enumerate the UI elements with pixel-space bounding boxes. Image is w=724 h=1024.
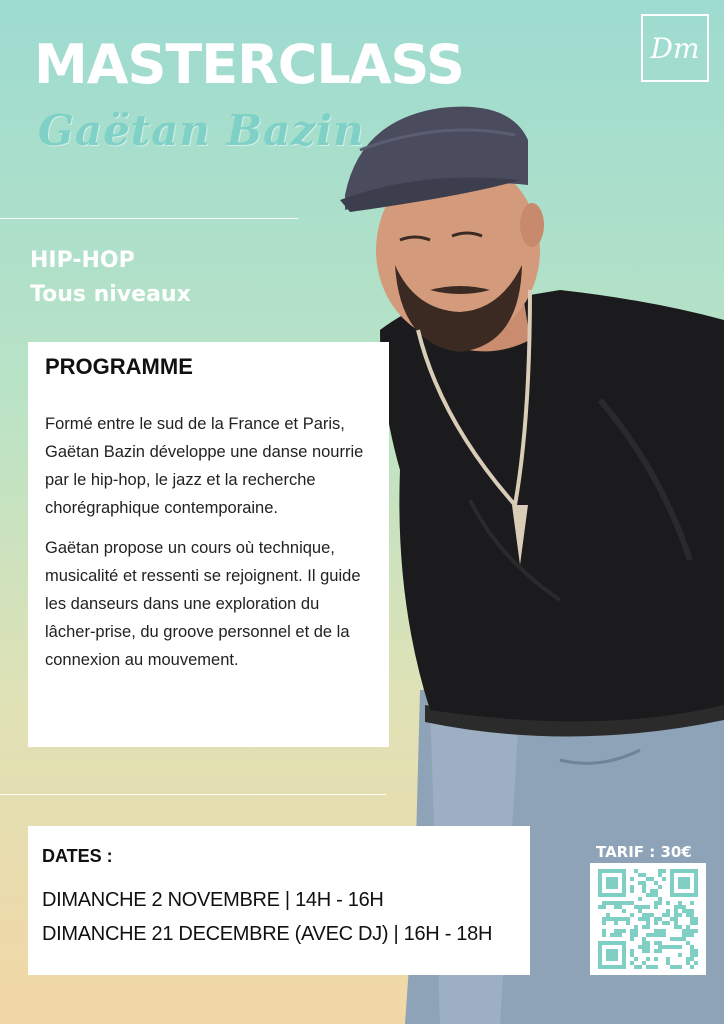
qr-module [630,949,634,953]
qr-module [606,949,610,953]
qr-module [642,873,646,877]
qr-module [674,869,678,873]
qr-module [618,901,622,905]
qr-module [650,933,654,937]
qr-module [678,881,682,885]
qr-module [686,881,690,885]
divider-top [0,218,298,219]
qr-module [690,909,694,913]
qr-module [678,877,682,881]
qr-module [662,945,666,949]
qr-module [622,881,626,885]
qr-module [606,877,610,881]
qr-module [614,893,618,897]
qr-module [658,929,662,933]
qr-module [694,893,698,897]
qr-module [674,905,678,909]
qr-module [614,877,618,881]
qr-module [658,941,662,945]
qr-module [670,965,674,969]
qr-module [690,949,694,953]
date-line: DIMANCHE 2 NOVEMBRE | 14H - 16H [42,889,384,911]
qr-module [654,917,658,921]
qr-module [642,881,646,885]
qr-module [694,877,698,881]
qr-module [658,945,662,949]
qr-module [610,949,614,953]
price-label: TARIF : 30€ [596,843,692,861]
qr-module [638,873,642,877]
qr-module [614,905,618,909]
qr-module [654,901,658,905]
qr-module [686,941,690,945]
qr-module [690,957,694,961]
qr-module [622,917,626,921]
qr-module [658,873,662,877]
qr-module [682,885,686,889]
qr-module [598,965,602,969]
qr-module [678,925,682,929]
qr-module [650,877,654,881]
qr-module [618,941,622,945]
qr-module [622,893,626,897]
qr-module [654,941,658,945]
qr-module [686,957,690,961]
qr-module [598,869,602,873]
qr-module [670,873,674,877]
qr-module [686,869,690,873]
qr-module [610,917,614,921]
qr-module [690,953,694,957]
qr-module [686,925,690,929]
qr-module [630,889,634,893]
qr-module [678,965,682,969]
qr-module [650,889,654,893]
qr-module [598,949,602,953]
qr-module [638,917,642,921]
qr-module [610,877,614,881]
qr-module [686,929,690,933]
qr-module [654,957,658,961]
qr-module [626,901,630,905]
qr-code-icon[interactable] [596,869,700,969]
qr-module [638,905,642,909]
qr-module [638,965,642,969]
qr-module [654,933,658,937]
qr-module [606,885,610,889]
qr-module [670,893,674,897]
qr-module [598,885,602,889]
qr-module [666,961,670,965]
qr-module [670,889,674,893]
qr-module [650,965,654,969]
qr-module [658,869,662,873]
qr-module [622,953,626,957]
qr-module [638,909,642,913]
qr-module [646,945,650,949]
qr-module [622,885,626,889]
qr-module [662,869,666,873]
dates-box [28,826,530,975]
qr-module [614,901,618,905]
qr-module [610,901,614,905]
qr-module [678,953,682,957]
qr-module [598,889,602,893]
qr-module [614,869,618,873]
qr-module [610,933,614,937]
qr-module [686,885,690,889]
qr-module [634,905,638,909]
qr-module [654,921,658,925]
programme-paragraph: Gaëtan propose un cours où technique, musicalité et ressenti se rejoignent. Il guide les danseurs dans une exploration du lâcher-prise, du groove personnel et de la connexion au mouvement. [45,539,361,669]
qr-module [694,873,698,877]
qr-module [690,921,694,925]
dm-logo: Dm [641,14,709,82]
qr-module [654,929,658,933]
qr-module [650,913,654,917]
qr-module [694,961,698,965]
qr-module [646,949,650,953]
qr-module [614,957,618,961]
qr-module [682,909,686,913]
qr-module [622,929,626,933]
qr-module [694,889,698,893]
qr-module [682,893,686,897]
date-line: DIMANCHE 21 DECEMBRE (AVEC DJ) | 16H - 18H [42,923,493,945]
qr-module [646,905,650,909]
dates-heading: DATES : [42,846,113,866]
qr-module [638,881,642,885]
qr-module [622,873,626,877]
qr-module [642,961,646,965]
qr-module [642,917,646,921]
qr-module [654,881,658,885]
qr-module [634,869,638,873]
qr-module [670,937,674,941]
qr-module [630,953,634,957]
qr-module [630,929,634,933]
poster-title: MASTERCLASS [34,33,464,96]
qr-module [622,941,626,945]
qr-module [642,905,646,909]
qr-module [618,933,622,937]
qr-module [622,961,626,965]
qr-module [642,937,646,941]
qr-module [606,893,610,897]
qr-module [630,885,634,889]
qr-module [614,941,618,945]
qr-module [682,937,686,941]
qr-module [606,881,610,885]
qr-module [694,869,698,873]
qr-module [686,913,690,917]
qr-module [694,921,698,925]
qr-module [626,917,630,921]
qr-module [622,965,626,969]
qr-module [634,933,638,937]
qr-module [694,949,698,953]
qr-module [682,869,686,873]
qr-module [642,949,646,953]
qr-module [690,893,694,897]
qr-module [674,893,678,897]
qr-module [602,901,606,905]
qr-module [646,893,650,897]
qr-module [670,885,674,889]
qr-module [682,877,686,881]
qr-module [634,957,638,961]
qr-module [614,921,618,925]
qr-module [598,953,602,957]
qr-module [638,945,642,949]
qr-module [598,905,602,909]
qr-module [678,901,682,905]
qr-module [658,897,662,901]
qr-module [610,881,614,885]
qr-module [598,873,602,877]
programme-paragraph: Formé entre le sud de la France et Paris, Gaëtan Bazin développe une danse nourrie par le hip-hop, le jazz et la recherche chorégraphique contemporaine. [45,415,364,517]
qr-module [666,921,670,925]
qr-module [602,929,606,933]
qr-module [626,921,630,925]
qr-module [598,893,602,897]
qr-module [598,957,602,961]
qr-module [654,905,658,909]
qr-module [658,917,662,921]
qr-module [678,913,682,917]
qr-module [598,881,602,885]
qr-module [646,917,650,921]
qr-module [654,893,658,897]
qr-module [602,869,606,873]
qr-module [630,913,634,917]
qr-module [662,913,666,917]
qr-module [618,905,622,909]
qr-module [606,901,610,905]
qr-module [610,957,614,961]
qr-module [670,917,674,921]
qr-module [662,921,666,925]
qr-module [658,901,662,905]
qr-module [630,937,634,941]
qr-module [598,941,602,945]
programme-heading: PROGRAMME [45,354,193,379]
qr-module [646,965,650,969]
qr-module [694,885,698,889]
qr-module [606,869,610,873]
qr-module [674,913,678,917]
qr-module [674,917,678,921]
qr-module [606,953,610,957]
qr-module [690,869,694,873]
qr-module [690,933,694,937]
qr-module [690,917,694,921]
qr-module [670,869,674,873]
qr-module [666,901,670,905]
qr-module [622,945,626,949]
qr-module [614,929,618,933]
qr-module [642,913,646,917]
qr-module [666,945,670,949]
qr-module [610,953,614,957]
qr-module [610,893,614,897]
qr-module [602,921,606,925]
qr-module [678,893,682,897]
dance-style: HIP-HOP [30,248,135,273]
qr-module [678,937,682,941]
qr-module [606,917,610,921]
qr-module [646,877,650,881]
qr-module [598,877,602,881]
qr-module [642,941,646,945]
qr-module [638,897,642,901]
qr-module [686,933,690,937]
qr-module [602,905,606,909]
qr-module [674,925,678,929]
qr-module [630,901,634,905]
qr-module [686,877,690,881]
qr-module [622,877,626,881]
qr-module [694,917,698,921]
qr-module [618,929,622,933]
qr-module [674,937,678,941]
qr-module [618,869,622,873]
qr-module [678,905,682,909]
qr-module [690,901,694,905]
qr-module [606,965,610,969]
qr-module [674,921,678,925]
qr-module [662,877,666,881]
qr-module [642,945,646,949]
qr-module [650,893,654,897]
qr-module [662,933,666,937]
qr-module [622,889,626,893]
qr-module [602,917,606,921]
qr-module [598,945,602,949]
qr-module [614,885,618,889]
qr-module [614,933,618,937]
qr-module [634,929,638,933]
qr-module [614,965,618,969]
qr-module [618,893,622,897]
qr-module [646,925,650,929]
qr-module [658,949,662,953]
qr-module [694,929,698,933]
qr-module [634,925,638,929]
qr-module [654,965,658,969]
qr-module [654,889,658,893]
qr-code-card[interactable] [590,863,706,975]
qr-module [686,893,690,897]
qr-module [614,953,618,957]
qr-module [606,957,610,961]
qr-module [682,933,686,937]
qr-module [622,901,626,905]
qr-module [618,917,622,921]
qr-module [654,949,658,953]
qr-module [610,941,614,945]
qr-module [598,961,602,965]
qr-module [646,933,650,937]
qr-module [678,945,682,949]
qr-module [670,945,674,949]
qr-module [682,881,686,885]
qr-module [610,885,614,889]
qr-module [602,941,606,945]
qr-module [630,961,634,965]
qr-module [666,913,670,917]
qr-module [678,885,682,889]
qr-module [630,877,634,881]
qr-module [674,909,678,913]
qr-module [646,913,650,917]
qr-module [622,957,626,961]
qr-module [610,869,614,873]
qr-module [642,885,646,889]
qr-module [690,965,694,969]
qr-module [690,929,694,933]
qr-module [682,929,686,933]
qr-module [686,961,690,965]
qr-module [602,965,606,969]
qr-module [606,941,610,945]
qr-module [614,917,618,921]
qr-module [606,913,610,917]
level-label: Tous niveaux [30,282,191,307]
qr-module [646,941,650,945]
qr-module [630,933,634,937]
qr-module [690,913,694,917]
qr-module [634,965,638,969]
qr-module [674,945,678,949]
qr-module [658,933,662,937]
qr-module [658,885,662,889]
qr-module [622,909,626,913]
qr-module [618,965,622,969]
qr-module [622,869,626,873]
divider-middle [0,794,386,795]
qr-module [674,965,678,969]
qr-module [670,881,674,885]
qr-module [678,869,682,873]
qr-module [602,893,606,897]
qr-module [642,889,646,893]
qr-module [666,909,670,913]
qr-module [602,933,606,937]
qr-module [694,881,698,885]
qr-module [690,945,694,949]
qr-module [694,953,698,957]
qr-module [646,957,650,961]
qr-module [682,905,686,909]
qr-module [622,949,626,953]
qr-module [614,881,618,885]
qr-module [642,925,646,929]
qr-module [666,957,670,961]
qr-module [686,909,690,913]
qr-module [610,965,614,969]
teacher-name: Gaëtan Bazin [38,106,365,155]
programme-box [28,342,389,747]
qr-module [646,921,650,925]
qr-module [670,877,674,881]
qr-module [662,929,666,933]
qr-module [614,949,618,953]
